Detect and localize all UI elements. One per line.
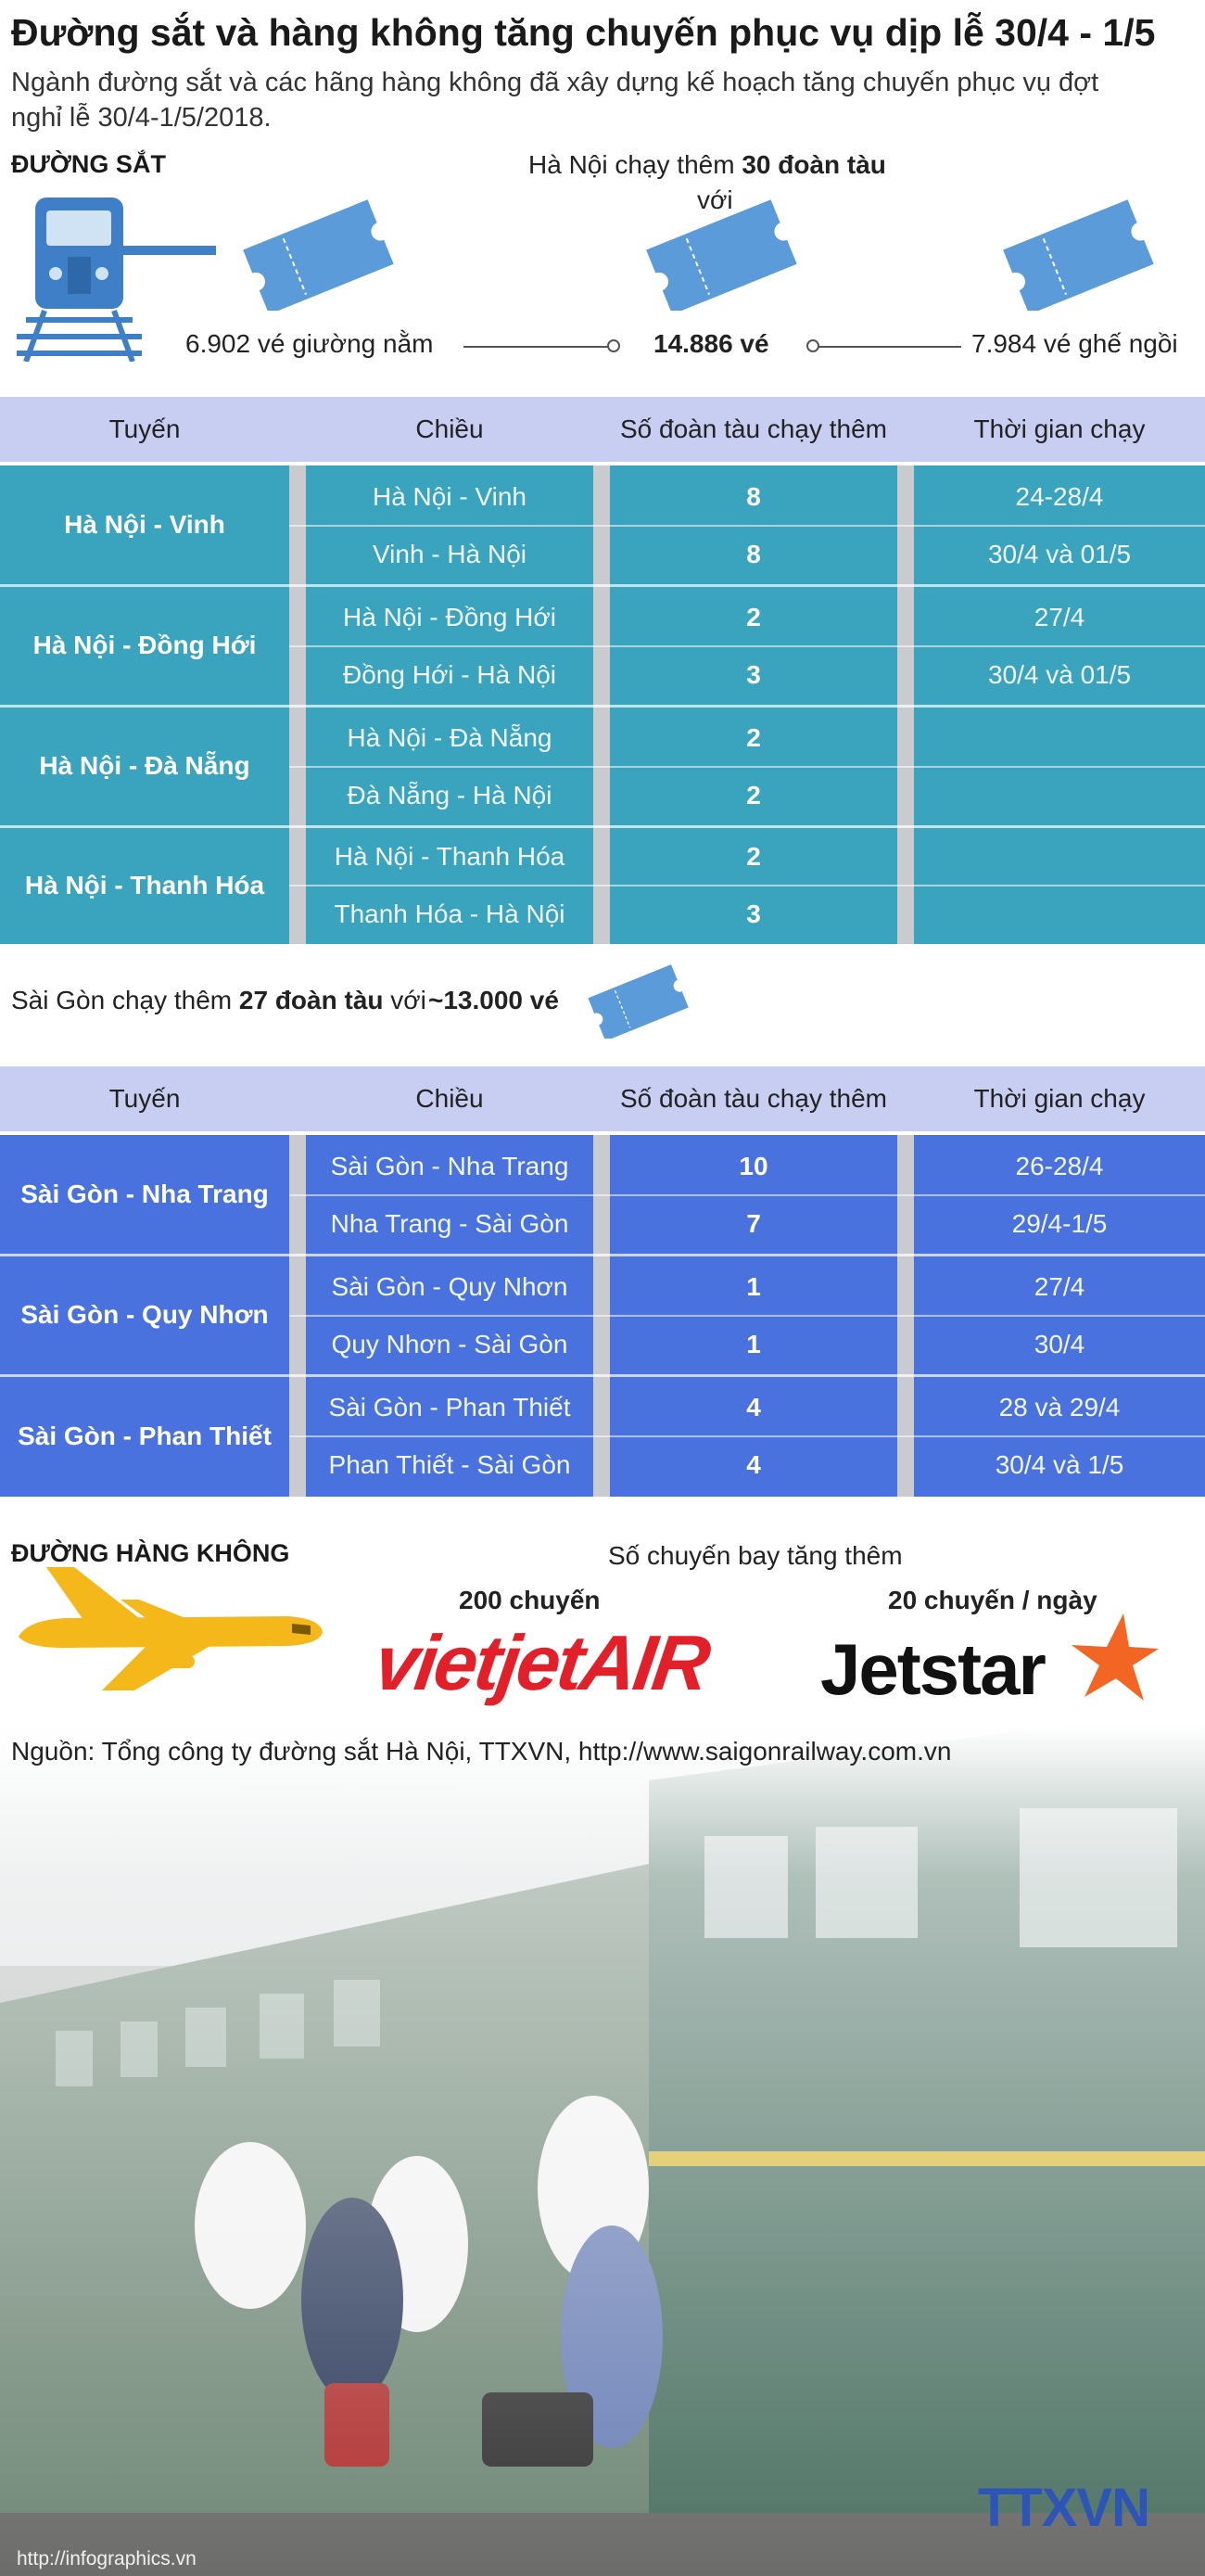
header-direction: Chiều (415, 1084, 484, 1113)
saigon-table (0, 1066, 1205, 1497)
count-cell: 1 (746, 1272, 761, 1301)
header-direction: Chiều (415, 414, 484, 443)
time-cell: 26-28/4 (1015, 1152, 1104, 1180)
hanoi-intro-with: với (697, 185, 733, 214)
table-body (0, 1135, 1205, 1497)
direction-cell: Hà Nội - Đà Nẵng (347, 723, 552, 752)
time-cell: 30/4 và 01/5 (987, 540, 1132, 568)
ticket-icon (582, 964, 693, 1039)
jetstar-logo: Jetstar (820, 1628, 1045, 1710)
time-cell: 28 và 29/4 (998, 1393, 1121, 1422)
direction-cell: Thanh Hóa - Hà Nội (334, 899, 565, 928)
route-name: Sài Gòn - Quy Nhơn (20, 1300, 269, 1329)
count-cell: 4 (746, 1393, 761, 1422)
direction-cell: Nha Trang - Sài Gòn (330, 1209, 569, 1238)
hanoi-table (0, 397, 1205, 944)
direction-cell: Sài Gòn - Phan Thiết (328, 1393, 571, 1422)
page-subtitle: Ngành đường sắt và các hãng hàng không đã xây dựng kế hoạch tăng chuyến phục vụ đợt nghỉ lễ 30/4-1/5/2018. (11, 68, 1099, 133)
time-cell: 24-28/4 (1015, 482, 1104, 511)
count-cell: 8 (746, 540, 761, 568)
time-cell: 27/4 (1034, 603, 1085, 631)
page-title: Đường sắt và hàng không tăng chuyến phục vụ dịp lễ 30/4 - 1/5 (11, 11, 1156, 54)
source-note: Nguồn: Tổng công ty đường sắt Hà Nội, TTXVN, http://www.saigonrailway.com.vn (11, 1737, 952, 1766)
header-count: Số đoàn tàu chạy thêm (620, 1084, 887, 1113)
direction-cell: Sài Gòn - Quy Nhơn (331, 1272, 568, 1301)
route-name: Hà Nội - Thanh Hóa (24, 871, 265, 899)
saigon-intro: Sài Gòn chạy thêm 27 đoàn tàu với (11, 986, 426, 1014)
connector-dot (607, 339, 620, 352)
jetstar-count: 20 chuyến / ngày (888, 1586, 1097, 1614)
route-name: Sài Gòn - Nha Trang (20, 1180, 269, 1208)
ticket-icon (640, 199, 802, 311)
count-cell: 2 (746, 842, 761, 871)
ttxvn-logo: TTXVN (977, 2478, 1149, 2538)
tickets-seat: 7.984 vé ghế ngồi (971, 329, 1178, 358)
direction-cell: Hà Nội - Đồng Hới (343, 603, 556, 631)
time-cell (914, 768, 1205, 823)
tickets-total: 14.886 vé (653, 329, 769, 358)
count-cell: 10 (739, 1152, 768, 1180)
count-cell: 4 (746, 1450, 761, 1479)
ticket-icon (236, 199, 399, 311)
airline-heading: ĐƯỜNG HÀNG KHÔNG (11, 1539, 290, 1567)
connector-line (463, 346, 610, 348)
hanoi-intro: Hà Nội chạy thêm 30 đoàn tàu (528, 150, 886, 179)
time-cell: 30/4 và 1/5 (995, 1450, 1124, 1479)
count-cell: 1 (746, 1330, 761, 1358)
time-cell (914, 886, 1205, 942)
count-cell: 2 (746, 603, 761, 631)
time-cell: 27/4 (1034, 1272, 1085, 1301)
saigon-tickets: ~13.000 vé (428, 986, 559, 1014)
vietjet-logo: vietjetAIR (369, 1619, 714, 1706)
header-route: Tuyến (108, 1084, 181, 1113)
direction-cell: Vinh - Hà Nội (372, 540, 526, 568)
table-header (0, 397, 1205, 462)
table-body (0, 465, 1205, 944)
time-cell: 30/4 và 01/5 (987, 660, 1132, 689)
header-route: Tuyến (108, 414, 181, 443)
count-cell: 8 (746, 482, 761, 511)
route-name: Hà Nội - Đồng Hới (32, 631, 257, 659)
count-cell: 3 (746, 899, 761, 928)
direction-cell: Quy Nhơn - Sài Gòn (331, 1330, 568, 1358)
airplane-icon (9, 1562, 324, 1692)
time-cell (914, 710, 1205, 766)
direction-cell: Hà Nội - Vinh (372, 482, 526, 511)
table-header (0, 1066, 1205, 1131)
vietjet-count: 200 chuyến (459, 1586, 601, 1614)
route-name: Hà Nội - Đà Nẵng (39, 751, 250, 780)
direction-cell: Phan Thiết - Sài Gòn (328, 1450, 571, 1479)
count-cell: 2 (746, 781, 761, 810)
ticket-icon (996, 199, 1159, 311)
time-cell: 30/4 (1034, 1330, 1085, 1358)
direction-cell: Sài Gòn - Nha Trang (330, 1152, 569, 1180)
count-cell: 7 (746, 1209, 761, 1238)
direction-cell: Đồng Hới - Hà Nội (343, 660, 556, 689)
route-name: Hà Nội - Vinh (64, 510, 225, 539)
star-icon (1068, 1612, 1161, 1704)
header-time: Thời gian chạy (973, 1084, 1146, 1113)
train-station-photo (0, 1725, 1205, 2576)
footer-url: http://infographics.vn (17, 2548, 197, 2570)
count-cell: 2 (746, 723, 761, 752)
time-cell (914, 829, 1205, 885)
count-cell: 3 (746, 660, 761, 689)
tickets-sleeper: 6.902 vé giường nằm (185, 329, 434, 358)
airline-caption: Số chuyến bay tăng thêm (608, 1541, 903, 1570)
direction-cell: Đà Nẵng - Hà Nội (347, 781, 552, 810)
header-count: Số đoàn tàu chạy thêm (620, 414, 887, 443)
route-name: Sài Gòn - Phan Thiết (18, 1422, 272, 1450)
railway-heading: ĐƯỜNG SẮT (11, 150, 166, 178)
direction-cell: Hà Nội - Thanh Hóa (334, 842, 565, 871)
connector-line (818, 346, 961, 348)
time-cell: 29/4-1/5 (1011, 1209, 1108, 1238)
header-time: Thời gian chạy (973, 414, 1146, 443)
